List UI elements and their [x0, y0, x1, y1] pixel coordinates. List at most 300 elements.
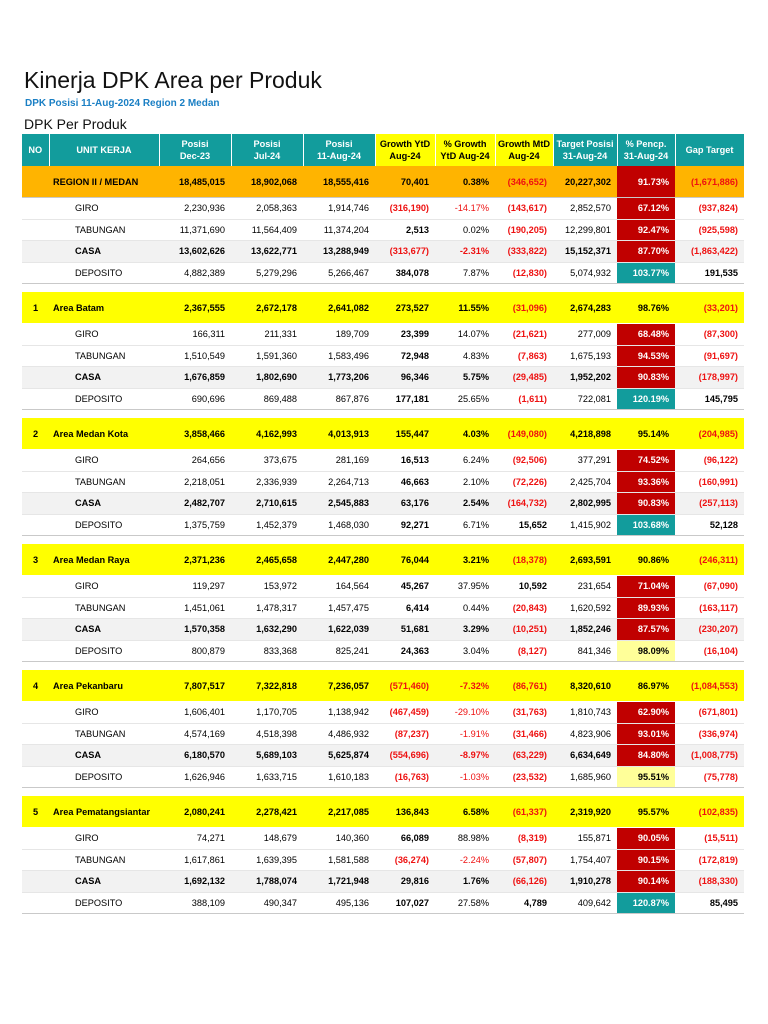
table-row — [22, 514, 744, 536]
area-total-row — [22, 796, 744, 828]
cell-posisi-aug24: 1,468,030 — [303, 514, 375, 536]
cell-posisi-dec23: 1,375,759 — [159, 514, 231, 536]
cell-posisi-jul24: 5,279,296 — [231, 262, 303, 284]
cell-posisi-jul24: 211,331 — [231, 324, 303, 346]
cell-posisi-jul24: 13,622,771 — [231, 241, 303, 263]
cell-target-posisi: 841,346 — [553, 640, 617, 662]
cell-target-posisi: 2,319,920 — [553, 796, 617, 828]
cell-pct-growth: 88.98% — [435, 828, 495, 850]
cell-growth-mtd: (31,096) — [495, 292, 553, 324]
cell-growth-ytd: (316,190) — [375, 198, 435, 220]
cell-growth-ytd: 155,447 — [375, 418, 435, 450]
table-row — [22, 450, 744, 472]
cell-posisi-jul24: 4,518,398 — [231, 723, 303, 745]
cell-posisi-dec23: 264,656 — [159, 450, 231, 472]
cell-growth-ytd: 2,513 — [375, 219, 435, 241]
cell-target-posisi: 15,152,371 — [553, 241, 617, 263]
cell-pencapaian: 98.09% — [617, 640, 675, 662]
cell-no — [22, 345, 49, 367]
cell-unit-kerja: GIRO — [49, 324, 159, 346]
cell-pencapaian: 120.87% — [617, 892, 675, 914]
cell-gap-target: 191,535 — [675, 262, 744, 284]
cell-no — [22, 367, 49, 389]
cell-growth-mtd: 10,592 — [495, 576, 553, 598]
cell-no — [22, 892, 49, 914]
cell-posisi-aug24: 5,625,874 — [303, 745, 375, 767]
cell-gap-target: (937,824) — [675, 198, 744, 220]
cell-gap-target: (1,863,422) — [675, 241, 744, 263]
page-subtitle: DPK Posisi 11-Aug-2024 Region 2 Medan — [25, 98, 220, 109]
cell-target-posisi: 2,674,283 — [553, 292, 617, 324]
cell-gap-target: (925,598) — [675, 219, 744, 241]
cell-growth-ytd: 23,399 — [375, 324, 435, 346]
cell-growth-mtd: (21,621) — [495, 324, 553, 346]
cell-growth-ytd: 24,363 — [375, 640, 435, 662]
cell-posisi-aug24: 1,773,206 — [303, 367, 375, 389]
cell-growth-ytd: 107,027 — [375, 892, 435, 914]
cell-posisi-dec23: 1,676,859 — [159, 367, 231, 389]
cell-gap-target: (96,122) — [675, 450, 744, 472]
cell-no — [22, 871, 49, 893]
cell-pct-growth: 2.54% — [435, 493, 495, 515]
table-row — [22, 723, 744, 745]
cell-posisi-dec23: 1,570,358 — [159, 619, 231, 641]
cell-gap-target: (16,104) — [675, 640, 744, 662]
cell-posisi-aug24: 164,564 — [303, 576, 375, 598]
cell-gap-target: 85,495 — [675, 892, 744, 914]
cell-posisi-jul24: 18,902,068 — [231, 166, 303, 198]
table-header-row — [22, 134, 744, 166]
cell-target-posisi: 722,081 — [553, 388, 617, 410]
table-row — [22, 892, 744, 914]
spacer-cell — [22, 410, 744, 419]
cell-unit-kerja: Area Medan Raya — [49, 544, 159, 576]
cell-no: 5 — [22, 796, 49, 828]
cell-posisi-dec23: 2,482,707 — [159, 493, 231, 515]
cell-posisi-jul24: 1,802,690 — [231, 367, 303, 389]
cell-target-posisi: 1,852,246 — [553, 619, 617, 641]
cell-pct-growth: 25.65% — [435, 388, 495, 410]
cell-posisi-dec23: 6,180,570 — [159, 745, 231, 767]
cell-pct-growth: 3.04% — [435, 640, 495, 662]
cell-growth-ytd: 384,078 — [375, 262, 435, 284]
cell-unit-kerja: DEPOSITO — [49, 640, 159, 662]
cell-unit-kerja: DEPOSITO — [49, 262, 159, 284]
cell-gap-target: (75,778) — [675, 766, 744, 788]
cell-unit-kerja: TABUNGAN — [49, 471, 159, 493]
cell-unit-kerja: CASA — [49, 619, 159, 641]
cell-target-posisi: 231,654 — [553, 576, 617, 598]
cell-growth-mtd: (149,080) — [495, 418, 553, 450]
cell-growth-mtd: (8,127) — [495, 640, 553, 662]
cell-posisi-aug24: 18,555,416 — [303, 166, 375, 198]
cell-pencapaian: 62.90% — [617, 702, 675, 724]
cell-growth-ytd: (16,763) — [375, 766, 435, 788]
cell-pencapaian: 91.73% — [617, 166, 675, 198]
cell-growth-mtd: (8,319) — [495, 828, 553, 850]
table-row — [22, 241, 744, 263]
table-row — [22, 828, 744, 850]
cell-growth-mtd: 15,652 — [495, 514, 553, 536]
cell-posisi-aug24: 4,013,913 — [303, 418, 375, 450]
cell-posisi-aug24: 1,914,746 — [303, 198, 375, 220]
cell-gap-target: (91,697) — [675, 345, 744, 367]
table-row — [22, 871, 744, 893]
cell-pencapaian: 71.04% — [617, 576, 675, 598]
cell-unit-kerja: CASA — [49, 871, 159, 893]
region-total-row — [22, 166, 744, 198]
cell-unit-kerja: TABUNGAN — [49, 219, 159, 241]
cell-gap-target: 52,128 — [675, 514, 744, 536]
cell-growth-ytd: 177,181 — [375, 388, 435, 410]
cell-posisi-jul24: 5,689,103 — [231, 745, 303, 767]
cell-pct-growth: 14.07% — [435, 324, 495, 346]
spacer-cell — [22, 788, 744, 797]
cell-posisi-dec23: 1,510,549 — [159, 345, 231, 367]
cell-pct-growth: 3.21% — [435, 544, 495, 576]
cell-growth-ytd: 76,044 — [375, 544, 435, 576]
table-row — [22, 702, 744, 724]
cell-posisi-aug24: 1,583,496 — [303, 345, 375, 367]
cell-pencapaian: 94.53% — [617, 345, 675, 367]
cell-posisi-aug24: 140,360 — [303, 828, 375, 850]
table-row — [22, 493, 744, 515]
cell-target-posisi: 2,852,570 — [553, 198, 617, 220]
cell-posisi-dec23: 800,879 — [159, 640, 231, 662]
cell-unit-kerja: GIRO — [49, 702, 159, 724]
cell-no — [22, 745, 49, 767]
cell-posisi-jul24: 2,710,615 — [231, 493, 303, 515]
col-header-no: NO — [22, 134, 49, 166]
cell-pencapaian: 87.57% — [617, 619, 675, 641]
cell-target-posisi: 4,823,906 — [553, 723, 617, 745]
cell-no — [22, 493, 49, 515]
cell-no — [22, 166, 49, 198]
cell-growth-mtd: (10,251) — [495, 619, 553, 641]
cell-posisi-aug24: 1,138,942 — [303, 702, 375, 724]
section-heading: DPK Per Produk — [24, 116, 127, 132]
cell-posisi-dec23: 74,271 — [159, 828, 231, 850]
cell-pct-growth: -14.17% — [435, 198, 495, 220]
cell-posisi-jul24: 11,564,409 — [231, 219, 303, 241]
cell-target-posisi: 1,754,407 — [553, 849, 617, 871]
cell-growth-ytd: 63,176 — [375, 493, 435, 515]
cell-target-posisi: 1,810,743 — [553, 702, 617, 724]
cell-posisi-aug24: 1,457,475 — [303, 597, 375, 619]
cell-growth-ytd: 45,267 — [375, 576, 435, 598]
cell-pct-growth: 6.71% — [435, 514, 495, 536]
cell-posisi-aug24: 1,610,183 — [303, 766, 375, 788]
cell-growth-mtd: (66,126) — [495, 871, 553, 893]
cell-posisi-aug24: 2,217,085 — [303, 796, 375, 828]
table-row — [22, 471, 744, 493]
cell-posisi-dec23: 1,692,132 — [159, 871, 231, 893]
cell-unit-kerja: DEPOSITO — [49, 892, 159, 914]
table-row — [22, 262, 744, 284]
cell-gap-target: (67,090) — [675, 576, 744, 598]
cell-pencapaian: 103.77% — [617, 262, 675, 284]
cell-posisi-aug24: 5,266,467 — [303, 262, 375, 284]
cell-unit-kerja: GIRO — [49, 576, 159, 598]
cell-posisi-dec23: 7,807,517 — [159, 670, 231, 702]
cell-growth-mtd: (61,337) — [495, 796, 553, 828]
cell-pct-growth: 11.55% — [435, 292, 495, 324]
cell-unit-kerja: TABUNGAN — [49, 345, 159, 367]
cell-no — [22, 219, 49, 241]
table-row — [22, 198, 744, 220]
cell-growth-mtd: (346,652) — [495, 166, 553, 198]
cell-gap-target: (178,997) — [675, 367, 744, 389]
cell-pencapaian: 90.83% — [617, 367, 675, 389]
cell-posisi-jul24: 1,591,360 — [231, 345, 303, 367]
area-total-row — [22, 670, 744, 702]
cell-posisi-jul24: 7,322,818 — [231, 670, 303, 702]
cell-growth-ytd: (554,696) — [375, 745, 435, 767]
cell-target-posisi: 6,634,649 — [553, 745, 617, 767]
cell-pct-growth: 37.95% — [435, 576, 495, 598]
cell-no — [22, 640, 49, 662]
cell-growth-mtd: (72,226) — [495, 471, 553, 493]
cell-pct-growth: 5.75% — [435, 367, 495, 389]
table-row — [22, 597, 744, 619]
table-row — [22, 849, 744, 871]
cell-growth-ytd: (87,237) — [375, 723, 435, 745]
cell-posisi-dec23: 1,617,861 — [159, 849, 231, 871]
table-row — [22, 745, 744, 767]
cell-no: 3 — [22, 544, 49, 576]
cell-no — [22, 702, 49, 724]
cell-posisi-aug24: 2,264,713 — [303, 471, 375, 493]
cell-pencapaian: 74.52% — [617, 450, 675, 472]
cell-posisi-aug24: 1,622,039 — [303, 619, 375, 641]
cell-posisi-aug24: 867,876 — [303, 388, 375, 410]
col-header-growth-ytd: Growth YtD Aug-24 — [375, 134, 435, 166]
cell-posisi-aug24: 1,721,948 — [303, 871, 375, 893]
cell-pencapaian: 67.12% — [617, 198, 675, 220]
col-header-target-posisi: Target Posisi 31-Aug-24 — [553, 134, 617, 166]
cell-unit-kerja: TABUNGAN — [49, 849, 159, 871]
cell-target-posisi: 377,291 — [553, 450, 617, 472]
cell-target-posisi: 1,910,278 — [553, 871, 617, 893]
cell-no — [22, 324, 49, 346]
cell-target-posisi: 2,425,704 — [553, 471, 617, 493]
cell-gap-target: (87,300) — [675, 324, 744, 346]
cell-no: 2 — [22, 418, 49, 450]
cell-pct-growth: 0.44% — [435, 597, 495, 619]
cell-posisi-jul24: 373,675 — [231, 450, 303, 472]
cell-pencapaian: 98.76% — [617, 292, 675, 324]
spacer-cell — [22, 662, 744, 671]
cell-growth-mtd: (31,763) — [495, 702, 553, 724]
cell-posisi-jul24: 833,368 — [231, 640, 303, 662]
cell-pencapaian: 95.14% — [617, 418, 675, 450]
cell-posisi-dec23: 13,602,626 — [159, 241, 231, 263]
cell-unit-kerja: Area Medan Kota — [49, 418, 159, 450]
cell-posisi-aug24: 825,241 — [303, 640, 375, 662]
cell-pct-growth: 6.58% — [435, 796, 495, 828]
cell-unit-kerja: CASA — [49, 493, 159, 515]
cell-posisi-aug24: 1,581,588 — [303, 849, 375, 871]
cell-growth-ytd: 51,681 — [375, 619, 435, 641]
cell-posisi-dec23: 4,882,389 — [159, 262, 231, 284]
cell-posisi-dec23: 388,109 — [159, 892, 231, 914]
col-header-posisi-jul24: Posisi Jul-24 — [231, 134, 303, 166]
cell-pencapaian: 93.36% — [617, 471, 675, 493]
col-header-pct-growth: % Growth YtD Aug-24 — [435, 134, 495, 166]
spacer-cell — [22, 284, 744, 293]
cell-target-posisi: 5,074,932 — [553, 262, 617, 284]
table-row — [22, 367, 744, 389]
cell-pct-growth: -29.10% — [435, 702, 495, 724]
cell-unit-kerja: DEPOSITO — [49, 388, 159, 410]
cell-posisi-jul24: 1,632,290 — [231, 619, 303, 641]
col-header-growth-mtd: Growth MtD Aug-24 — [495, 134, 553, 166]
cell-posisi-dec23: 2,367,555 — [159, 292, 231, 324]
cell-growth-ytd: 29,816 — [375, 871, 435, 893]
cell-growth-mtd: (31,466) — [495, 723, 553, 745]
cell-gap-target: (1,084,553) — [675, 670, 744, 702]
cell-gap-target: (257,113) — [675, 493, 744, 515]
cell-target-posisi: 1,620,592 — [553, 597, 617, 619]
page-title: Kinerja DPK Area per Produk — [24, 67, 322, 93]
cell-posisi-dec23: 2,371,236 — [159, 544, 231, 576]
cell-posisi-dec23: 1,606,401 — [159, 702, 231, 724]
cell-growth-mtd: (20,843) — [495, 597, 553, 619]
col-header-unit-kerja: UNIT KERJA — [49, 134, 159, 166]
cell-posisi-dec23: 166,311 — [159, 324, 231, 346]
cell-pencapaian: 68.48% — [617, 324, 675, 346]
cell-pct-growth: 27.58% — [435, 892, 495, 914]
cell-unit-kerja: Area Pematangsiantar — [49, 796, 159, 828]
cell-gap-target: (102,835) — [675, 796, 744, 828]
cell-posisi-dec23: 2,080,241 — [159, 796, 231, 828]
cell-no — [22, 766, 49, 788]
cell-no — [22, 597, 49, 619]
cell-growth-ytd: 6,414 — [375, 597, 435, 619]
cell-growth-mtd: (143,617) — [495, 198, 553, 220]
table-row — [22, 324, 744, 346]
cell-unit-kerja: Area Pekanbaru — [49, 670, 159, 702]
table-body — [22, 166, 744, 914]
col-header-gap-target: Gap Target — [675, 134, 744, 166]
cell-unit-kerja: TABUNGAN — [49, 723, 159, 745]
cell-posisi-jul24: 153,972 — [231, 576, 303, 598]
cell-pencapaian: 90.86% — [617, 544, 675, 576]
cell-gap-target: (188,330) — [675, 871, 744, 893]
cell-posisi-jul24: 2,278,421 — [231, 796, 303, 828]
cell-posisi-jul24: 2,058,363 — [231, 198, 303, 220]
cell-gap-target: (336,974) — [675, 723, 744, 745]
cell-target-posisi: 2,802,995 — [553, 493, 617, 515]
cell-pencapaian: 87.70% — [617, 241, 675, 263]
cell-growth-mtd: (333,822) — [495, 241, 553, 263]
cell-unit-kerja: GIRO — [49, 828, 159, 850]
cell-gap-target: (15,511) — [675, 828, 744, 850]
cell-gap-target: (1,008,775) — [675, 745, 744, 767]
cell-growth-ytd: (313,677) — [375, 241, 435, 263]
cell-pct-growth: 7.87% — [435, 262, 495, 284]
cell-unit-kerja: DEPOSITO — [49, 514, 159, 536]
cell-growth-mtd: (57,807) — [495, 849, 553, 871]
cell-growth-ytd: 72,948 — [375, 345, 435, 367]
cell-no — [22, 828, 49, 850]
cell-posisi-aug24: 13,288,949 — [303, 241, 375, 263]
cell-pencapaian: 90.83% — [617, 493, 675, 515]
cell-target-posisi: 409,642 — [553, 892, 617, 914]
cell-pct-growth: 0.02% — [435, 219, 495, 241]
cell-target-posisi: 1,952,202 — [553, 367, 617, 389]
table-row — [22, 345, 744, 367]
cell-no — [22, 619, 49, 641]
cell-posisi-jul24: 1,633,715 — [231, 766, 303, 788]
table-row — [22, 640, 744, 662]
cell-pct-growth: -1.91% — [435, 723, 495, 745]
cell-unit-kerja: REGION II / MEDAN — [49, 166, 159, 198]
cell-posisi-aug24: 281,169 — [303, 450, 375, 472]
cell-posisi-aug24: 2,447,280 — [303, 544, 375, 576]
cell-no — [22, 241, 49, 263]
cell-growth-ytd: (36,274) — [375, 849, 435, 871]
cell-pencapaian: 90.15% — [617, 849, 675, 871]
cell-posisi-jul24: 1,478,317 — [231, 597, 303, 619]
col-header-pencapaian: % Pencp. 31-Aug-24 — [617, 134, 675, 166]
cell-target-posisi: 155,871 — [553, 828, 617, 850]
cell-gap-target: 145,795 — [675, 388, 744, 410]
cell-no — [22, 514, 49, 536]
cell-growth-mtd: (63,229) — [495, 745, 553, 767]
cell-pct-growth: 3.29% — [435, 619, 495, 641]
cell-pencapaian: 90.05% — [617, 828, 675, 850]
cell-pencapaian: 95.57% — [617, 796, 675, 828]
cell-posisi-jul24: 2,465,658 — [231, 544, 303, 576]
row-spacer — [22, 662, 744, 671]
cell-growth-ytd: (571,460) — [375, 670, 435, 702]
cell-posisi-dec23: 2,230,936 — [159, 198, 231, 220]
cell-pct-growth: -2.24% — [435, 849, 495, 871]
cell-pct-growth: 0.38% — [435, 166, 495, 198]
area-total-row — [22, 418, 744, 450]
area-total-row — [22, 292, 744, 324]
cell-unit-kerja: CASA — [49, 745, 159, 767]
cell-no: 4 — [22, 670, 49, 702]
cell-growth-mtd: (86,761) — [495, 670, 553, 702]
cell-posisi-jul24: 869,488 — [231, 388, 303, 410]
cell-posisi-jul24: 4,162,993 — [231, 418, 303, 450]
cell-posisi-dec23: 4,574,169 — [159, 723, 231, 745]
cell-pct-growth: 2.10% — [435, 471, 495, 493]
cell-posisi-aug24: 7,236,057 — [303, 670, 375, 702]
cell-growth-mtd: (23,532) — [495, 766, 553, 788]
row-spacer — [22, 284, 744, 293]
cell-gap-target: (671,801) — [675, 702, 744, 724]
cell-growth-mtd: (1,611) — [495, 388, 553, 410]
cell-posisi-aug24: 4,486,932 — [303, 723, 375, 745]
cell-posisi-jul24: 2,336,939 — [231, 471, 303, 493]
cell-gap-target: (33,201) — [675, 292, 744, 324]
cell-posisi-jul24: 1,452,379 — [231, 514, 303, 536]
table-row — [22, 219, 744, 241]
cell-no: 1 — [22, 292, 49, 324]
cell-posisi-aug24: 495,136 — [303, 892, 375, 914]
cell-gap-target: (230,207) — [675, 619, 744, 641]
cell-no — [22, 723, 49, 745]
cell-pencapaian: 95.51% — [617, 766, 675, 788]
cell-gap-target: (172,819) — [675, 849, 744, 871]
cell-gap-target: (1,671,886) — [675, 166, 744, 198]
cell-posisi-jul24: 2,672,178 — [231, 292, 303, 324]
cell-unit-kerja: GIRO — [49, 198, 159, 220]
cell-no — [22, 576, 49, 598]
